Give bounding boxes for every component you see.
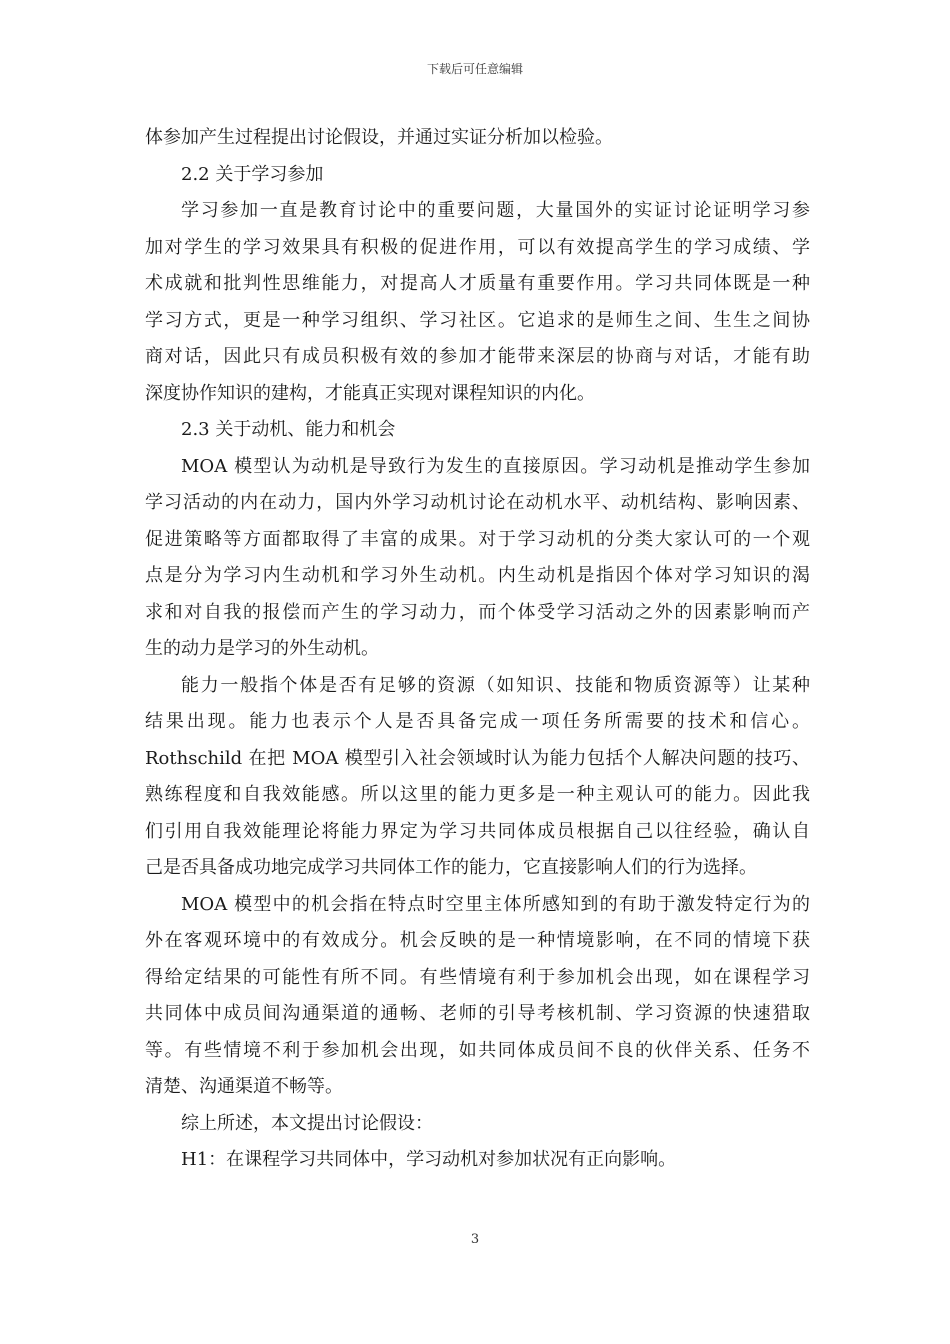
text-line: 点是分为学习内生动机和学习外生动机。内生动机是指因个体对学习知识的渴: [145, 565, 810, 586]
text-line: 促进策略等方面都取得了丰富的成果。对于学习动机的分类大家认可的一个观: [145, 528, 810, 550]
text-line: 综上所述，本文提出讨论假设：: [181, 1112, 433, 1134]
text-line: MOA 模型中的机会指在特点时空里主体所感知到的有助于激发特定行为的: [181, 893, 810, 915]
text-line: 们引用自我效能理论将能力界定为学习共同体成员根据自己以往经验，确认自: [145, 820, 810, 842]
text-line: 得给定结果的可能性有所不同。有些情境有利于参加机会出现，如在课程学习: [145, 966, 810, 988]
text-line: 学习参加一直是教育讨论中的重要问题，大量国外的实证讨论证明学习参: [181, 200, 810, 221]
page-number: 3: [470, 1232, 480, 1247]
text-line: 商对话，因此只有成员积极有效的参加才能带来深层的协商与对话，才能有助: [145, 346, 810, 367]
text-line: 深度协作知识的建构，才能真正实现对课程知识的内化。: [145, 382, 595, 404]
text-line: 己是否具备成功地完成学习共同体工作的能力，它直接影响人们的行为选择。: [145, 857, 757, 878]
text-line: 求和对自我的报偿而产生的学习动力，而个体受学习活动之外的因素影响而产: [145, 601, 810, 623]
text-line: 清楚、沟通渠道不畅等。: [145, 1076, 343, 1097]
page-header: 下载后可任意编辑: [426, 62, 523, 76]
text-line: 结果出现。能力也表示个人是否具备完成一项任务所需要的技术和信心。: [145, 711, 810, 732]
text-line: 等。有些情境不利于参加机会出现，如共同体成员间不良的伙伴关系、任务不: [145, 1039, 810, 1061]
text-line: 能力一般指个体是否有足够的资源（如知识、技能和物质资源等）让某种: [181, 674, 810, 696]
text-line: 学习活动的内在动力，国内外学习动机讨论在动机水平、动机结构、影响因素、: [145, 492, 810, 513]
text-line: 加对学生的学习效果具有积极的促进作用，可以有效提高学生的学习成绩、学: [145, 236, 810, 258]
text-line: 体参加产生过程提出讨论假设，并通过实证分析加以检验。: [145, 127, 613, 148]
text-line: 2.3 关于动机、能力和机会: [181, 419, 396, 440]
text-line: 学习方式，更是一种学习组织、学习社区。它追求的是师生之间、生生之间协: [145, 309, 810, 331]
text-line: 生的动力是学习的外生动机。: [145, 638, 379, 659]
text-line: H1：在课程学习共同体中，学习动机对参加状况有正向影响。: [181, 1149, 677, 1170]
text-line: MOA 模型认为动机是导致行为发生的直接原因。学习动机是推动学生参加: [181, 455, 810, 477]
text-line: 术成就和批判性思维能力，对提高人才质量有重要作用。学习共同体既是一种: [145, 273, 810, 294]
text-line: 熟练程度和自我效能感。所以这里的能力更多是一种主观认可的能力。因此我: [145, 784, 810, 805]
text-line: Rothschild 在把 MOA 模型引入社会领域时认为能力包括个人解决问题的技巧、: [145, 747, 810, 769]
text-line: 外在客观环境中的有效成分。机会反映的是一种情境影响，在不同的情境下获: [145, 930, 810, 951]
text-line: 2.2 关于学习参加: [181, 163, 324, 185]
document-body: [145, 120, 810, 1179]
text-line: 共同体中成员间沟通渠道的通畅、老师的引导考核机制、学习资源的快速猎取: [145, 1003, 810, 1024]
